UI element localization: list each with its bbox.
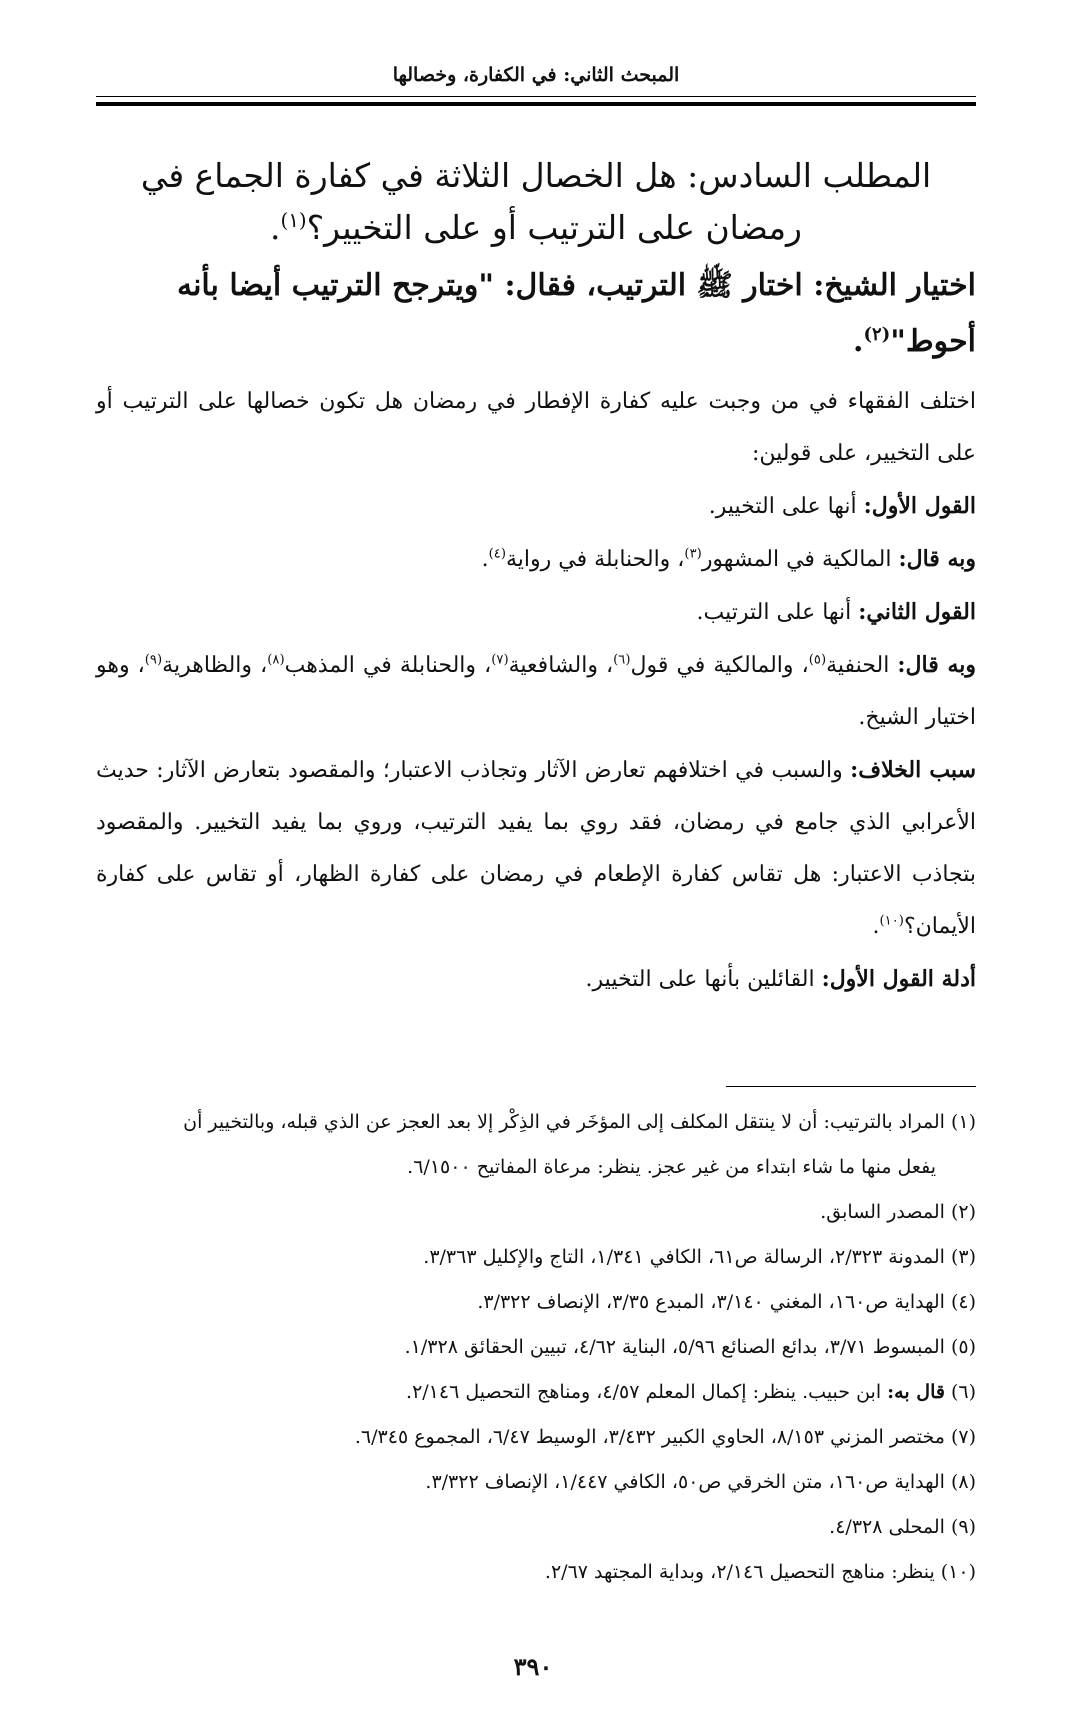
holders-text: ، والحنابلة في المذهب [284,653,492,678]
footnote-ref: (٣) [684,546,702,562]
reason-label: سبب الخلاف: [850,757,977,783]
footnote [96,1550,976,1595]
holders-text: المالكية في المشهور [701,547,892,572]
footnote-number: (٧) [950,1426,976,1448]
footnotes [96,1100,976,1595]
evidence-label: أدلة القول الأول: [821,966,976,992]
footnote-ref: (٥) [808,652,827,668]
sheikh-choice-label: اختيار الشيخ: [813,268,976,303]
footnote-number: (١٠) [940,1561,976,1583]
holders-text: ، والحنابلة في رواية [506,547,685,572]
footnote-ref: (١٠) [879,913,904,929]
first-opinion-text: أنها على التخيير. [708,494,857,519]
footnote-number: (٦) [950,1381,976,1403]
footnote-ref: (٦) [613,652,631,668]
holders-text: ، والشافعية [508,653,614,678]
footnote-text: المحلى ٤/٣٢٨. [829,1516,945,1538]
holders-text: الحنفية [826,653,890,678]
footnote-text: المصدر السابق. [820,1201,945,1223]
page-number: ٣٩٠ [513,1652,553,1681]
section-title: المطلب السادس: هل الخصال الثلاثة في كفارة الجماع في رمضان على الترتيب أو على التخيير؟$^{(١)}$. [140,156,932,247]
footnote-text: مختصر المزني ٨/١٥٣، الحاوي الكبير ٣/٤٣٢، الوسيط ٦/٤٧، المجموع ٦/٣٤٥. [354,1426,945,1448]
footnote-number: (٣) [950,1246,976,1268]
footnote-text: ابن حبيب. ينظر: إكمال المعلم ٤/٥٧، ومناهج التحصيل ٢/١٤٦. [406,1381,888,1403]
header-rule-thin [96,96,976,97]
footnote-label: قال به: [887,1381,945,1403]
footnote-ref: (٩) [144,652,163,668]
footnote-text: ينظر: مناهج التحصيل ٢/١٤٦، وبداية المجتهد ٢/٦٧. [544,1561,935,1583]
footnote [96,1280,976,1325]
footnote-ref: (٨) [267,652,285,668]
holders-text: ، وهو اختيار الشيخ. [96,653,976,730]
footnote [96,1235,976,1280]
main-content [96,150,976,1006]
evidence-text: القائلين بأنها على التخيير. [585,967,815,992]
section-title-text: المطلب السادس: هل الخصال الثلاثة في كفارة الجماع في رمضان على الترتيب أو على التخيير؟ [140,156,932,247]
footnote-text: المراد بالترتيب: أن لا ينتقل المكلف إلى المؤخَر في الذِكْر إلا بعد العجز عن الذي قبله، وبالتخيير أن [183,1111,945,1133]
footnote-number: (٥) [950,1336,976,1358]
running-header: المبحث الثاني: في الكفارة، وخصالها [392,64,680,86]
first-opinion [96,480,976,533]
footnote-number: (٢) [950,1201,976,1223]
footnote [96,1370,976,1415]
first-opinion-label: القول الأول: [863,493,976,519]
footnote-text: المبسوط ٣/٧١، بدائع الصنائع ٥/٩٦، البناية ٤/٦٢، تبيين الحقائق ١/٣٢٨. [404,1336,945,1358]
footnote-text: الهداية ص١٦٠، متن الخرقي ص٥٠، الكافي ١/٤٤٧، الإنصاف ٣/٣٢٢. [425,1471,945,1493]
reason-text: والسبب في اختلافهم تعارض الآثار وتجاذب الاعتبار؛ والمقصود بتعارض الآثار: حديث الأعرابي الذي جامع في رمضان، فقد روي بما يفيد الترتيب، وروي بما يفيد التخيير. والمقصود بتجاذب الاعتبار: هل تقاس كفارة الإطعام في رمضان على كفارة الظهار، أو تقاس على كفارة الأيمان؟ [96,758,976,939]
intro-paragraph: اختلف الفقهاء في من وجبت عليه كفارة الإفطار في رمضان هل تكون خصالها على الترتيب أو على التخيير، على قولين: [96,389,976,466]
holders-label: وبه قال: [897,652,977,678]
footnote-number: (٨) [950,1471,976,1493]
second-opinion-text: أنها على الترتيب. [696,600,852,625]
second-opinion [96,586,976,639]
holders-text: ، والمالكية في قول [630,653,809,678]
footnote-continuation: يفعل منها ما شاء ابتداء من غير عجز. ينظر: مرعاة المفاتيح ٦/١٥٠٠. [407,1156,936,1178]
footnote-ref: (٢) [863,324,891,345]
footnote-ref: (١) [280,209,307,232]
sheikh-choice: اختيار الشيخ: اختار ﷺ الترتيب، فقال: "ويترجح الترتيب أيضا بأنه أحوط"$^{(٢)}$. [176,268,976,359]
reason-paragraph [96,744,976,953]
reason-end: . [872,914,880,939]
footnote-ref: (٤) [488,546,506,562]
evidence-heading [96,953,976,1006]
footnote-number: (٩) [950,1516,976,1538]
header-rule-thick [96,102,976,106]
footnote [96,1460,976,1505]
footnote-number: (١) [950,1111,976,1133]
holders-label: وبه قال: [898,546,976,572]
footnote [96,1325,976,1370]
footnote-text: المدونة ٢/٣٢٣، الرسالة ص٦١، الكافي ١/٣٤١، التاج والإكليل ٣/٣٦٣. [423,1246,945,1268]
footnote-ref: (٧) [491,652,509,668]
footnote [96,1505,976,1550]
footnote-text: الهداية ص١٦٠، المغني ٣/١٤٠، المبدع ٣/٣٥، الإنصاف ٣/٣٢٢. [477,1291,945,1313]
first-opinion-holders [96,533,976,586]
holders-text: ، والظاهرية [162,653,268,678]
second-opinion-holders [96,639,976,744]
footnote-number: (٤) [950,1291,976,1313]
holders-text: . [481,547,489,572]
sheikh-choice-text: اختار ﷺ الترتيب، فقال: "ويترجح الترتيب أيضا بأنه أحوط" [176,268,976,359]
second-opinion-label: القول الثاني: [858,599,976,625]
footnote [96,1415,976,1460]
footnote [96,1100,976,1145]
footnote-separator [726,1086,976,1087]
footnote [96,1190,976,1235]
